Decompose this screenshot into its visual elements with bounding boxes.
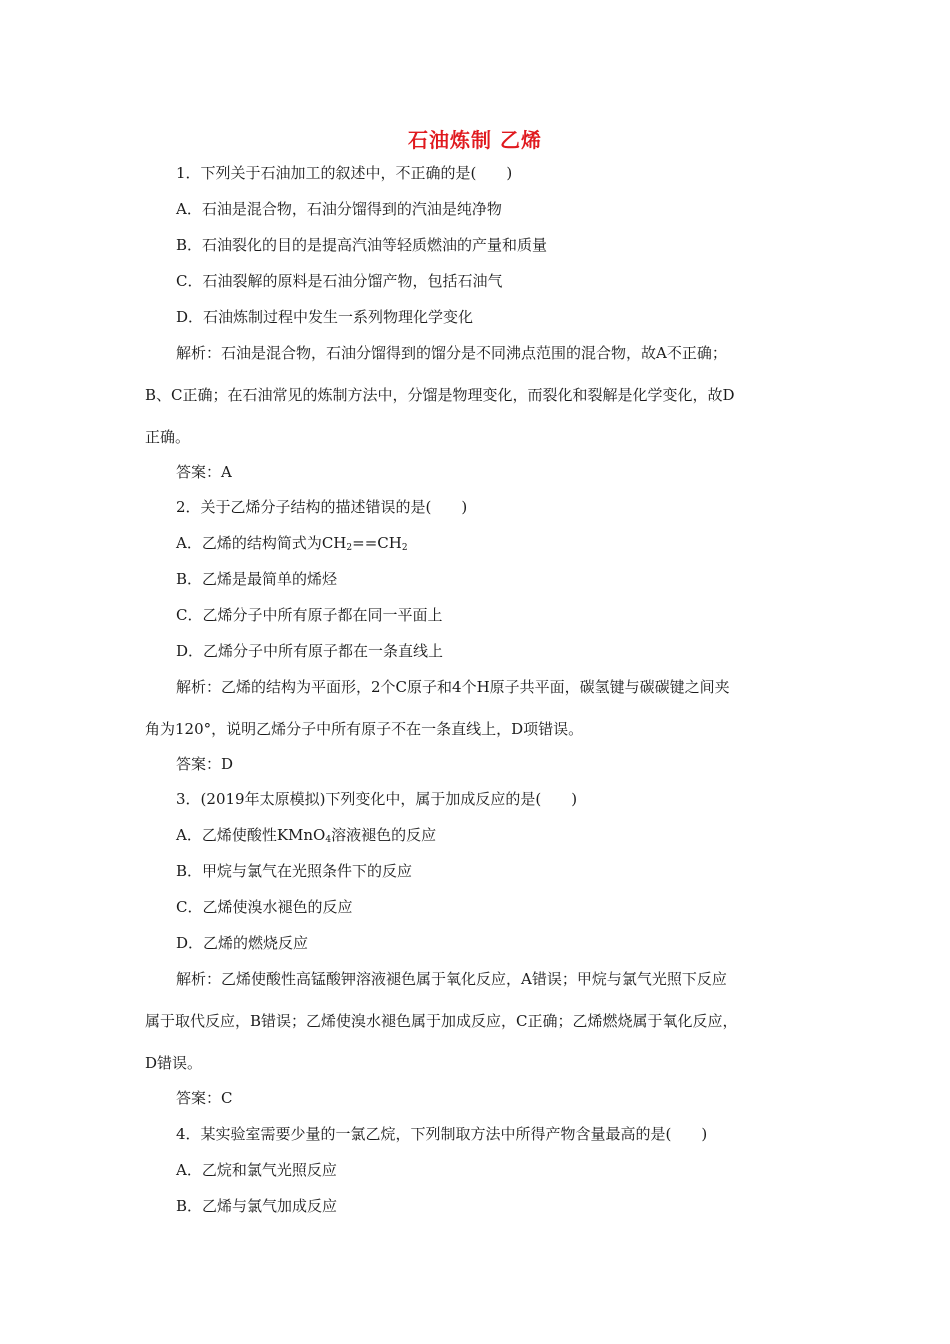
q2-analysis-line1: 解析：乙烯的结构为平面形，2个C原子和4个H原子共平面，碳氢键与碳碳键之间夹 <box>176 678 730 696</box>
q4-stem: 4．某实验室需要少量的一氯乙烷，下列制取方法中所得产物含量最高的是( ) <box>176 1125 708 1143</box>
q2-answer: 答案：D <box>176 755 234 773</box>
q3-option-a <box>176 825 436 850</box>
q1-option-b: B．石油裂化的目的是提高汽油等轻质燃油的产量和质量 <box>176 236 548 254</box>
q3-option-a-text: A．乙烯使酸性KMnO <box>176 826 326 844</box>
q2-option-a-text: A．乙烯的结构简式为CH <box>176 534 347 552</box>
q3-option-b: B．甲烷与氯气在光照条件下的反应 <box>176 862 413 880</box>
q2-stem: 2．关于乙烯分子结构的描述错误的是( ) <box>176 498 468 516</box>
q2-option-c: C．乙烯分子中所有原子都在同一平面上 <box>176 606 443 624</box>
q3-option-a-sub: 4 <box>325 835 332 845</box>
q2-option-a-mid: ==CH <box>352 534 402 552</box>
q2-option-a <box>176 533 408 558</box>
q3-option-c: C．乙烯使溴水褪色的反应 <box>176 898 353 916</box>
q1-option-d: D．石油炼制过程中发生一系列物理化学变化 <box>176 308 474 326</box>
q1-analysis-line2: B、C正确；在石油常见的炼制方法中，分馏是物理变化，而裂化和裂解是化学变化，故D <box>145 386 735 404</box>
q1-answer: 答案：A <box>176 463 232 481</box>
page-title: 石油炼制 乙烯 <box>408 128 542 152</box>
q3-analysis-line1: 解析：乙烯使酸性高锰酸钾溶液褪色属于氧化反应，A错误；甲烷与氯气光照下反应 <box>176 970 727 988</box>
q4-option-a: A．乙烷和氯气光照反应 <box>176 1161 337 1179</box>
q1-analysis-line3: 正确。 <box>145 428 191 446</box>
q3-analysis-line2: 属于取代反应，B错误；乙烯使溴水褪色属于加成反应，C正确；乙烯燃烧属于氧化反应， <box>145 1012 738 1030</box>
q3-stem: 3．(2019年太原模拟)下列变化中，属于加成反应的是( ) <box>176 790 578 808</box>
q1-option-a: A．石油是混合物，石油分馏得到的汽油是纯净物 <box>176 200 502 218</box>
q1-analysis-line1: 解析：石油是混合物，石油分馏得到的馏分是不同沸点范围的混合物，故A不正确； <box>176 344 727 362</box>
q2-option-b: B．乙烯是最简单的烯烃 <box>176 570 338 588</box>
q3-answer: 答案：C <box>176 1089 233 1107</box>
q2-option-a-sub1: 2 <box>346 543 353 553</box>
q2-option-d: D．乙烯分子中所有原子都在一条直线上 <box>176 642 444 660</box>
q4-option-b: B．乙烯与氯气加成反应 <box>176 1197 338 1215</box>
q3-option-d: D．乙烯的燃烧反应 <box>176 934 309 952</box>
q3-option-a-suffix: 溶液褪色的反应 <box>331 826 437 844</box>
q3-analysis-line3: D错误。 <box>145 1054 203 1072</box>
q1-option-c: C．石油裂解的原料是石油分馏产物，包括石油气 <box>176 272 503 290</box>
q2-option-a-sub2: 2 <box>401 543 408 553</box>
q1-stem: 1．下列关于石油加工的叙述中，不正确的是( ) <box>176 164 513 182</box>
q2-analysis-line2: 角为120°，说明乙烯分子中所有原子不在一条直线上，D项错误。 <box>145 720 584 738</box>
